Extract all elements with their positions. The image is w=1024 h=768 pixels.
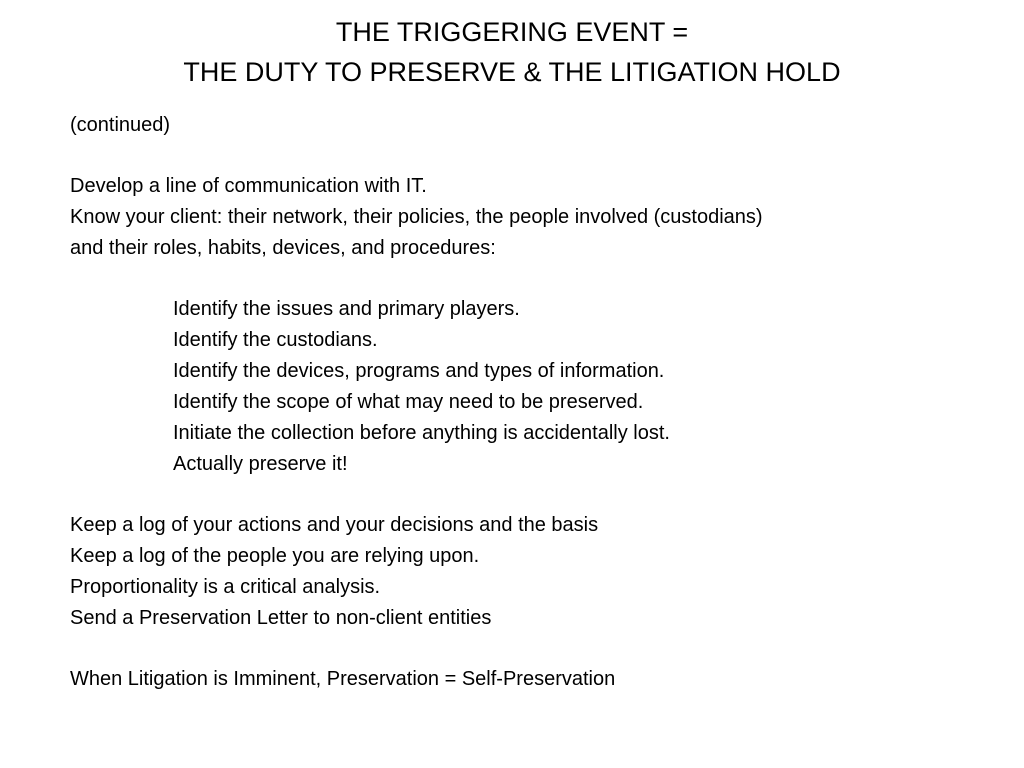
spacer [70,141,970,171]
intro-line: and their roles, habits, devices, and procedures: [70,237,496,259]
continued-note: (continued) [70,114,171,136]
followup-line: Send a Preservation Letter to non-client entities [70,607,492,629]
step-item: Identify the custodians. [173,329,378,351]
intro-line: Develop a line of communication with IT. [70,175,427,197]
title-line-2: THE DUTY TO PRESERVE & THE LITIGATION HOLD [183,57,841,87]
followup-line: Keep a log of the people you are relying upon. [70,545,480,567]
followup-line: Keep a log of your actions and your decisions and the basis [70,514,599,536]
spacer [70,634,970,664]
step-item: Actually preserve it! [173,453,348,475]
intro-line: Know your client: their network, their policies, the people involved (custodians) [70,206,763,228]
step-item: Identify the issues and primary players. [173,298,520,320]
closing-line: When Litigation is Imminent, Preservation = Self-Preservation [70,668,616,690]
slide-title [0,12,1024,92]
followup-line: Proportionality is a critical analysis. [70,576,381,598]
step-item: Initiate the collection before anything is accidentally lost. [173,422,670,444]
spacer [70,480,970,510]
slide-body [70,110,970,695]
title-line-1: THE TRIGGERING EVENT = [335,17,689,47]
step-item: Identify the scope of what may need to be preserved. [173,391,644,413]
spacer [70,264,970,294]
step-item: Identify the devices, programs and types of information. [173,360,665,382]
